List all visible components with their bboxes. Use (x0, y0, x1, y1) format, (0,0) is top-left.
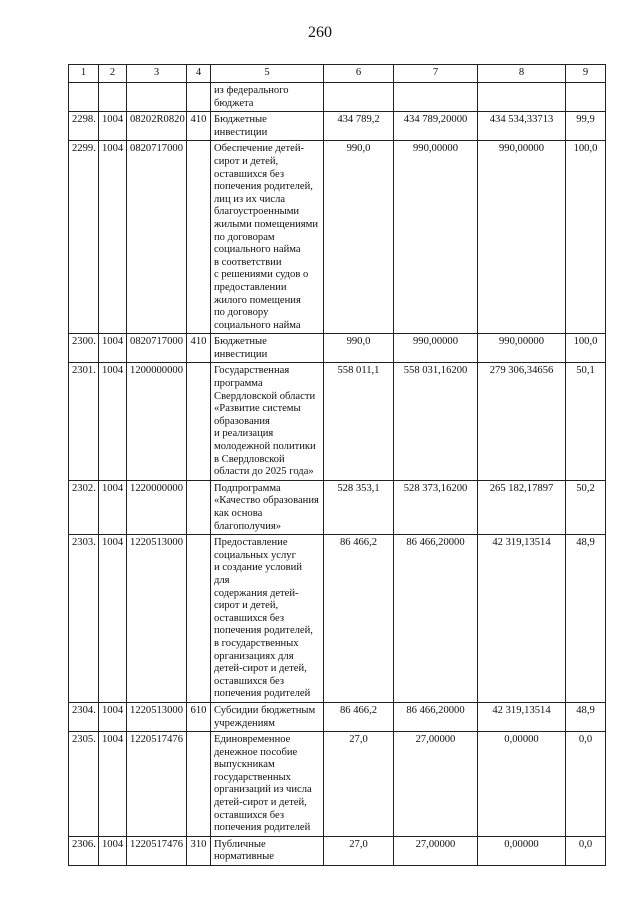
expense-type-cell: 410 (187, 334, 211, 363)
item-name-cell: Единовременное денежное пособие выпускникам государственных организаций из числа детей-сирот и детей, оставшихся без попечения родителей (211, 732, 324, 837)
table-header (69, 65, 606, 83)
section-code-cell: 1004 (99, 702, 127, 731)
header-cell: 5 (211, 65, 324, 83)
header-cell: 3 (127, 65, 187, 83)
target-article-cell: 1220000000 (127, 480, 187, 534)
expense-type-cell: 410 (187, 112, 211, 141)
item-name-cell: из федерального бюджета (211, 83, 324, 112)
target-article-cell: 1220517476 (127, 836, 187, 865)
executed-amount-cell (478, 83, 566, 112)
section-code-cell: 1004 (99, 535, 127, 703)
table-row (69, 732, 606, 837)
table-row (69, 702, 606, 731)
row-number-cell: 2299. (69, 141, 99, 334)
section-code-cell: 1004 (99, 480, 127, 534)
execution-percent-cell: 0,0 (566, 732, 606, 837)
executed-amount-cell: 990,00000 (478, 141, 566, 334)
expense-type-cell (187, 141, 211, 334)
executed-amount-cell: 0,00000 (478, 732, 566, 837)
item-name-cell: Обеспечение детей- сирот и детей, оставшихся без попечения родителей, лиц из их числа благоустроенными жилыми помещениями по договорам социального найма в соответствии с решениями судов о предоставлении жилого помещения по договору социального найма (211, 141, 324, 334)
execution-percent-cell: 0,0 (566, 836, 606, 865)
plan-amount-cell: 990,0 (324, 141, 394, 334)
expense-type-cell: 610 (187, 702, 211, 731)
executed-amount-cell: 434 534,33713 (478, 112, 566, 141)
adjusted-amount-cell: 528 373,16200 (394, 480, 478, 534)
row-number-cell: 2303. (69, 535, 99, 703)
table-row (69, 83, 606, 112)
row-number-cell: 2302. (69, 480, 99, 534)
row-number-cell: 2300. (69, 334, 99, 363)
item-name-cell: Бюджетные инвестиции (211, 334, 324, 363)
plan-amount-cell: 86 466,2 (324, 535, 394, 703)
executed-amount-cell: 42 319,13514 (478, 535, 566, 703)
execution-percent-cell: 50,2 (566, 480, 606, 534)
section-code-cell: 1004 (99, 363, 127, 480)
adjusted-amount-cell: 86 466,20000 (394, 535, 478, 703)
target-article-cell: 0820717000 (127, 334, 187, 363)
section-code-cell: 1004 (99, 732, 127, 837)
execution-percent-cell: 48,9 (566, 702, 606, 731)
row-number-cell: 2304. (69, 702, 99, 731)
execution-percent-cell: 100,0 (566, 141, 606, 334)
plan-amount-cell (324, 83, 394, 112)
header-cell: 7 (394, 65, 478, 83)
table-row (69, 363, 606, 480)
header-cell: 6 (324, 65, 394, 83)
table-row (69, 112, 606, 141)
item-name-cell: Публичные нормативные (211, 836, 324, 865)
target-article-cell (127, 83, 187, 112)
item-name-cell: Подпрограмма «Качество образования как основа благополучия» (211, 480, 324, 534)
target-article-cell: 0820717000 (127, 141, 187, 334)
executed-amount-cell: 990,00000 (478, 334, 566, 363)
execution-percent-cell: 99,9 (566, 112, 606, 141)
plan-amount-cell: 27,0 (324, 836, 394, 865)
adjusted-amount-cell: 990,00000 (394, 141, 478, 334)
table-row (69, 334, 606, 363)
plan-amount-cell: 558 011,1 (324, 363, 394, 480)
plan-amount-cell: 27,0 (324, 732, 394, 837)
adjusted-amount-cell: 990,00000 (394, 334, 478, 363)
row-number-cell: 2305. (69, 732, 99, 837)
section-code-cell: 1004 (99, 334, 127, 363)
table-body (69, 83, 606, 866)
expense-type-cell (187, 480, 211, 534)
executed-amount-cell: 0,00000 (478, 836, 566, 865)
target-article-cell: 08202R0820 (127, 112, 187, 141)
execution-percent-cell: 48,9 (566, 535, 606, 703)
expense-type-cell (187, 363, 211, 480)
executed-amount-cell: 279 306,34656 (478, 363, 566, 480)
adjusted-amount-cell: 86 466,20000 (394, 702, 478, 731)
header-cell: 1 (69, 65, 99, 83)
header-row (69, 65, 606, 83)
row-number-cell (69, 83, 99, 112)
header-cell: 4 (187, 65, 211, 83)
item-name-cell: Предоставление социальных услуг и создание условий для содержания детей- сирот и детей, оставшихся без попечения родителей, в государственных организациях для детей-сирот и детей, оставшихся без попечения родителей (211, 535, 324, 703)
page-number: 260 (308, 24, 332, 41)
executed-amount-cell: 42 319,13514 (478, 702, 566, 731)
plan-amount-cell: 434 789,2 (324, 112, 394, 141)
executed-amount-cell: 265 182,17897 (478, 480, 566, 534)
target-article-cell: 1220517476 (127, 732, 187, 837)
plan-amount-cell: 86 466,2 (324, 702, 394, 731)
table-row (69, 535, 606, 703)
section-code-cell: 1004 (99, 141, 127, 334)
plan-amount-cell: 990,0 (324, 334, 394, 363)
header-cell: 2 (99, 65, 127, 83)
adjusted-amount-cell (394, 83, 478, 112)
target-article-cell: 1220513000 (127, 702, 187, 731)
execution-percent-cell: 100,0 (566, 334, 606, 363)
expense-type-cell (187, 732, 211, 837)
table-row (69, 480, 606, 534)
row-number-cell: 2298. (69, 112, 99, 141)
item-name-cell: Субсидии бюджетным учреждениям (211, 702, 324, 731)
target-article-cell: 1220513000 (127, 535, 187, 703)
section-code-cell: 1004 (99, 836, 127, 865)
execution-percent-cell: 50,1 (566, 363, 606, 480)
header-cell: 8 (478, 65, 566, 83)
row-number-cell: 2301. (69, 363, 99, 480)
execution-percent-cell (566, 83, 606, 112)
table-row (69, 836, 606, 865)
target-article-cell: 1200000000 (127, 363, 187, 480)
expense-type-cell (187, 535, 211, 703)
adjusted-amount-cell: 27,00000 (394, 732, 478, 837)
row-number-cell: 2306. (69, 836, 99, 865)
section-code-cell: 1004 (99, 112, 127, 141)
adjusted-amount-cell: 434 789,20000 (394, 112, 478, 141)
item-name-cell: Государственная программа Свердловской области «Развитие системы образования и реализация молодежной политики в Свердловской области до 2025 года» (211, 363, 324, 480)
expense-type-cell (187, 83, 211, 112)
budget-table (68, 64, 606, 866)
header-cell: 9 (566, 65, 606, 83)
section-code-cell (99, 83, 127, 112)
plan-amount-cell: 528 353,1 (324, 480, 394, 534)
adjusted-amount-cell: 558 031,16200 (394, 363, 478, 480)
adjusted-amount-cell: 27,00000 (394, 836, 478, 865)
expense-type-cell: 310 (187, 836, 211, 865)
item-name-cell: Бюджетные инвестиции (211, 112, 324, 141)
table-row (69, 141, 606, 334)
